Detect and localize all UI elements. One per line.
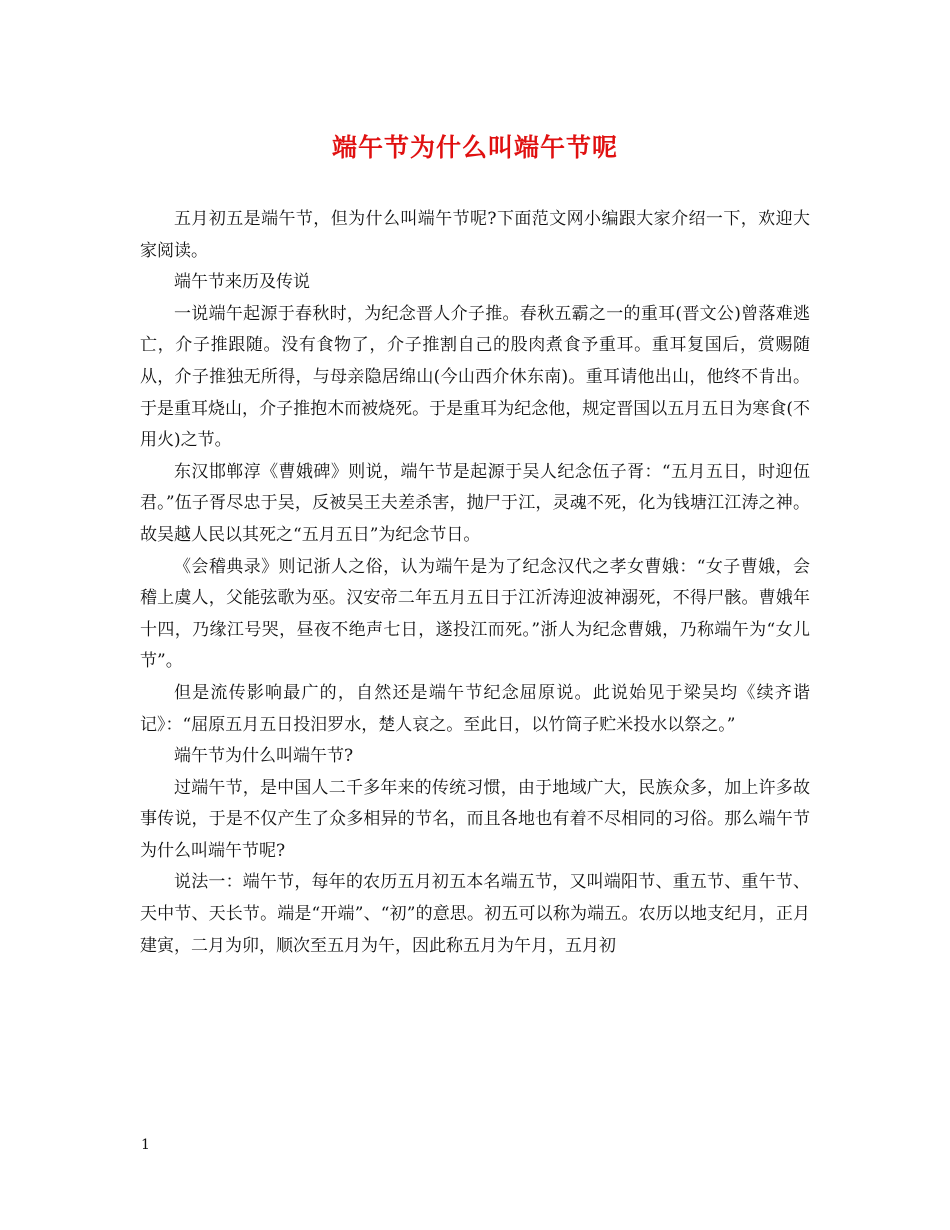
- document-body: [140, 204, 810, 962]
- paragraph-cao-e: 《会稽典录》则记浙人之俗，认为端午是为了纪念汉代之孝女曹娥：“女子曹娥，会稽上虞人，父能弦歌为巫。汉安帝二年五月五日于江沂涛迎波神溺死，不得尸骸。曹娥年十四，乃缘江号哭，昼夜不绝声七日，遂投江而死。”浙人为纪念曹娥，乃称端午为“女儿节”。: [140, 556, 810, 672]
- paragraph-qu-yuan: 但是流传影响最广的，自然还是端午节纪念屈原说。此说始见于梁吴均《续齐谐记》：“屈原五月五日投汨罗水，楚人哀之。至此日，以竹筒子贮米投水以祭之。”: [140, 682, 810, 735]
- paragraph-tradition: 过端午节，是中国人二千多年来的传统习惯，由于地域广大，民族众多，加上许多故事传说，于是不仅产生了众多相异的节名，而且各地也有着不尽相同的习俗。那么端午节为什么叫端午节呢?: [140, 777, 810, 861]
- section-heading-origin: 端午节来历及传说: [174, 272, 310, 293]
- page-number: 1: [141, 1137, 150, 1153]
- paragraph-explanation-one: 说法一：端午节，每年的农历五月初五本名端五节，又叫端阳节、重五节、重午节、天中节、天长节。端是“开端”、“初”的意思。初五可以称为端五。农历以地支纪月，正月建寅，二月为卯，顺次至五月为午，因此称五月为午月，五月初: [140, 872, 810, 956]
- paragraph-jie-zitui: 一说端午起源于春秋时，为纪念晋人介子推。春秋五霸之一的重耳(晋文公)曾落难逃亡，介子推跟随。没有食物了，介子推割自己的股肉煮食予重耳。重耳复国后，赏赐随从，介子推独无所得，与母亲隐居绵山(今山西介休东南)。重耳请他出山，他终不肯出。于是重耳烧山，介子推抱木而被烧死。于是重耳为纪念他，规定晋国以五月五日为寒食(不用火)之节。: [140, 303, 810, 451]
- paragraph-wu-zixu: 东汉邯郸淳《曹娥碑》则说，端午节是起源于吴人纪念伍子胥：“五月五日，时迎伍君。”伍子胥尽忠于吴，反被吴王夫差杀害，抛尸于江，灵魂不死，化为钱塘江江涛之神。故吴越人民以其死之“五月五日”为纪念节日。: [140, 461, 810, 545]
- section-heading-why-name: 端午节为什么叫端午节?: [174, 746, 354, 767]
- paragraph-intro: 五月初五是端午节，但为什么叫端午节呢?下面范文网小编跟大家介绍一下，欢迎大家阅读。: [140, 209, 810, 261]
- document-title: 端午节为什么叫端午节呢: [331, 133, 618, 162]
